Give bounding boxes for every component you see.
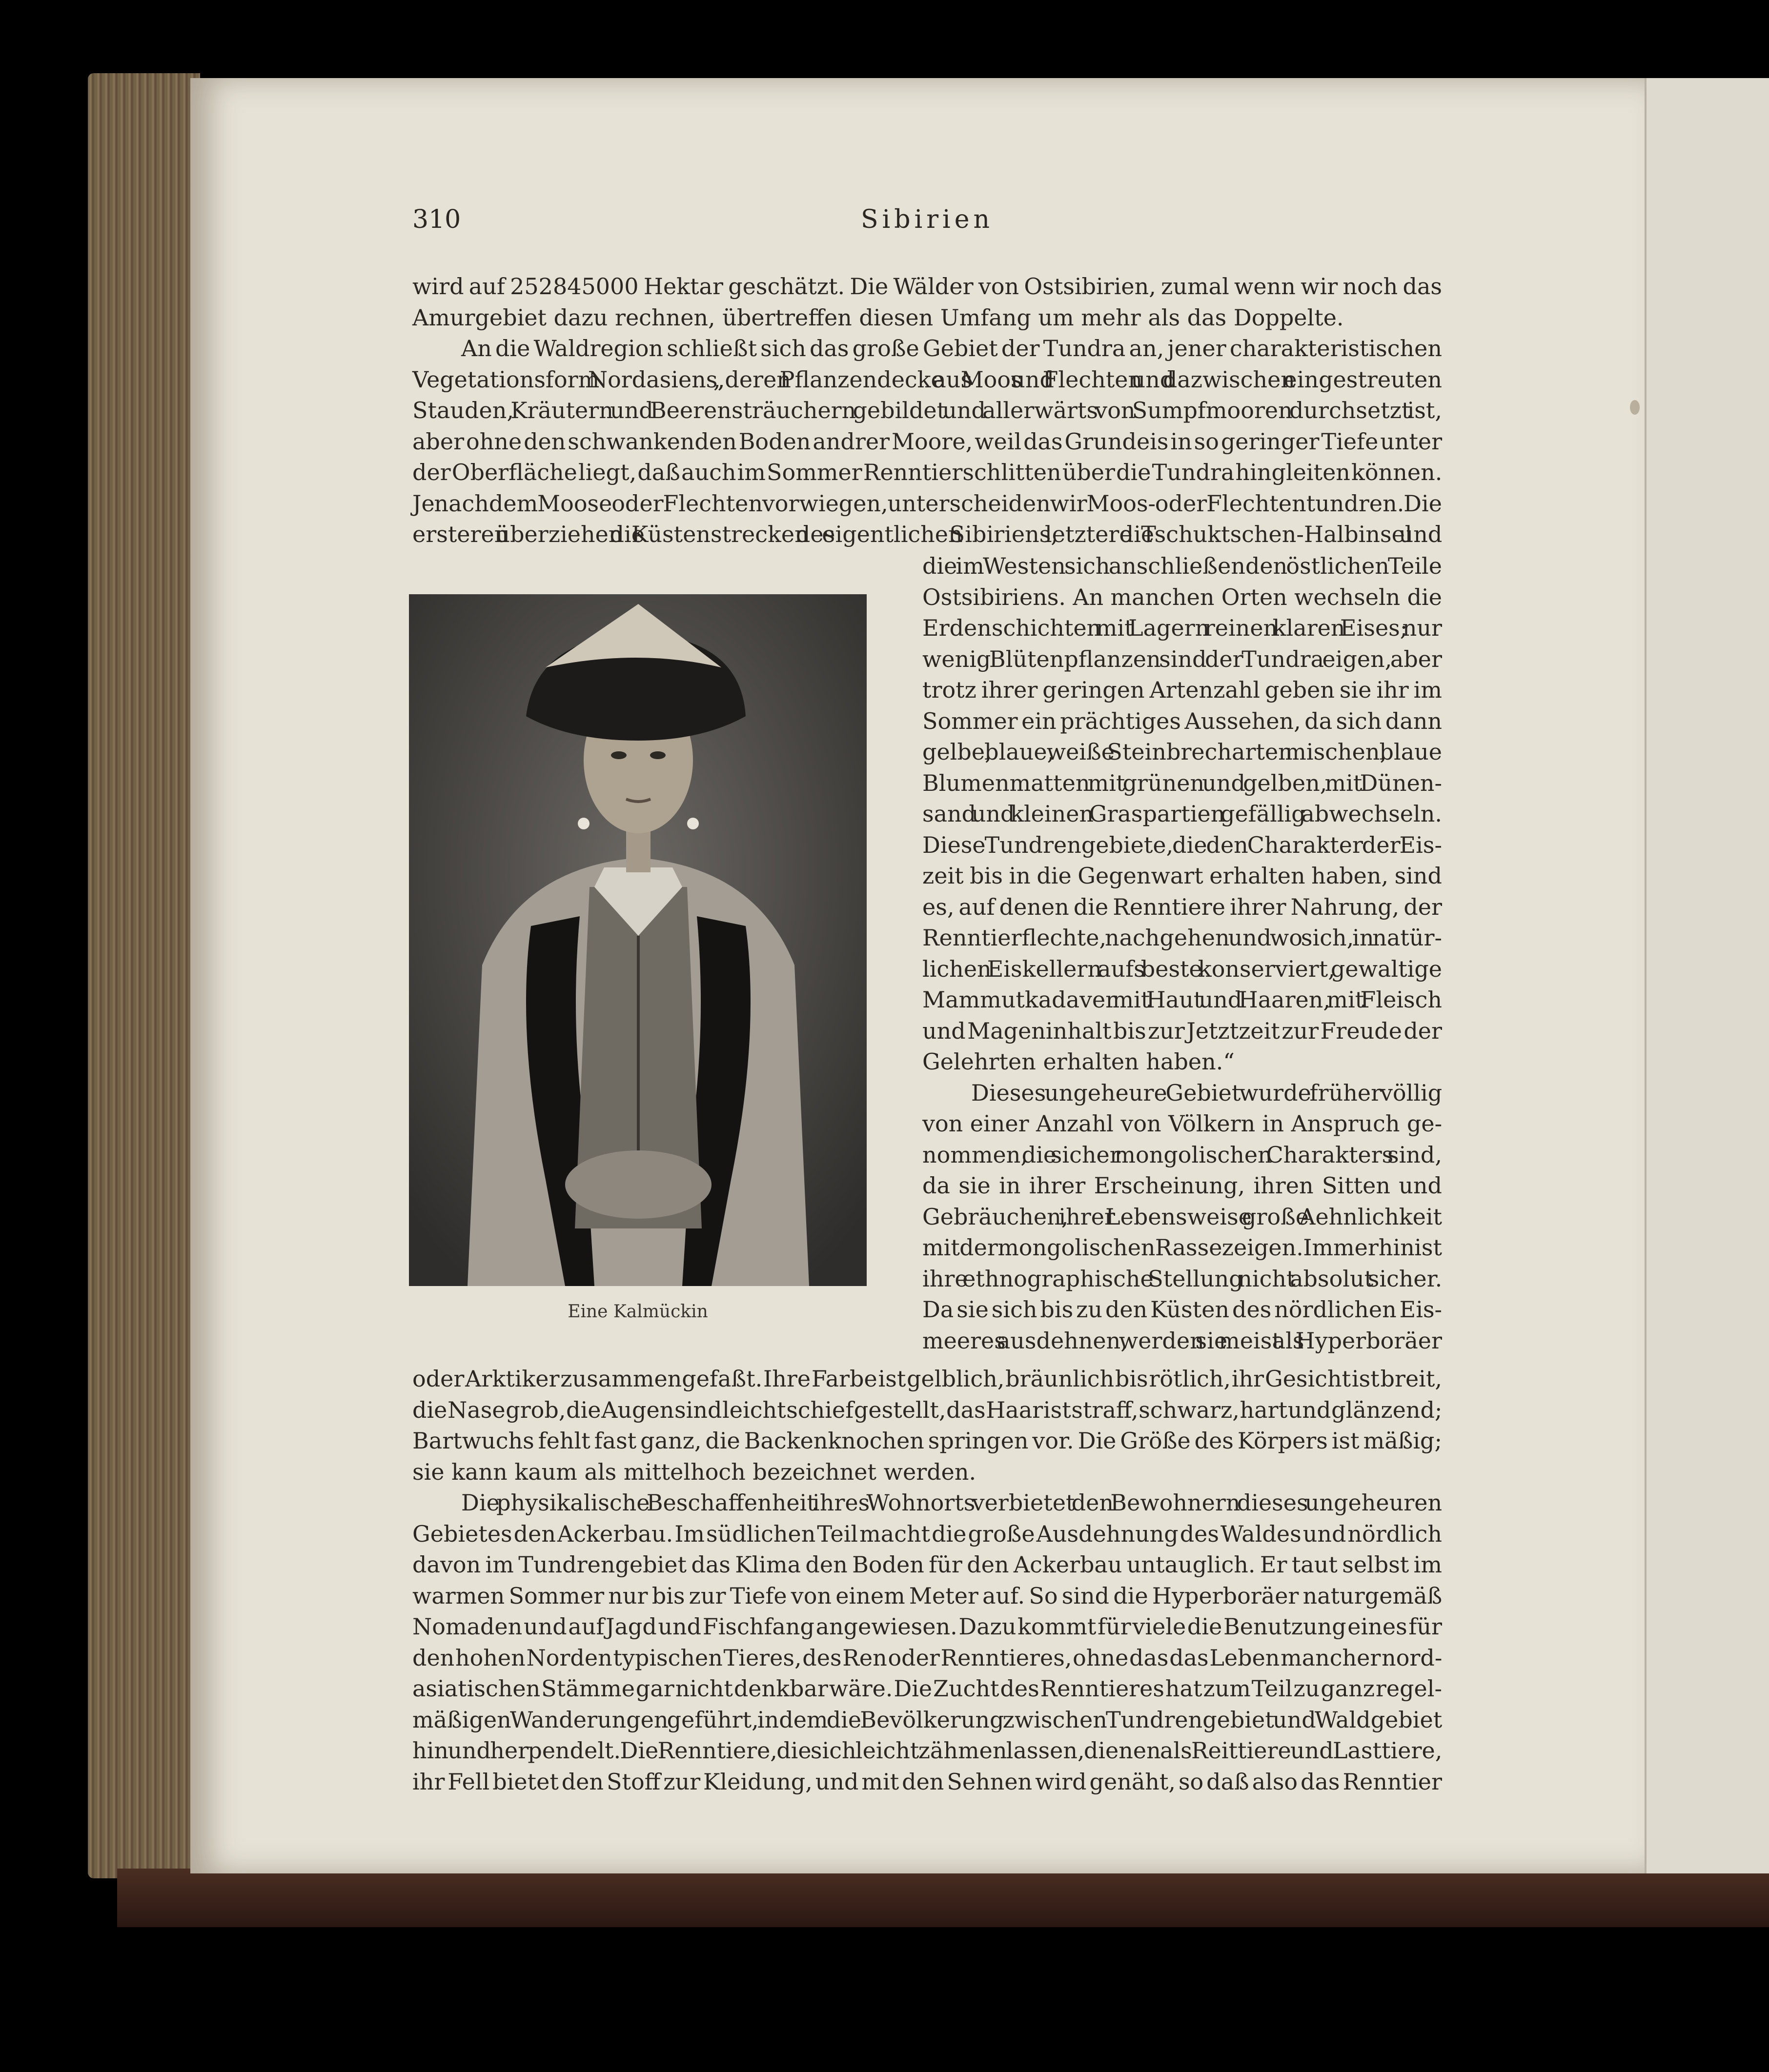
text-line: sie kann kaum als mittelhoch bezeichnet werden. (412, 1458, 976, 1485)
text-line: ihre ethnographische Stellung nicht absolut sicher. (922, 1265, 1443, 1292)
page-title: Sibirien (861, 205, 994, 234)
text-line: der Oberfläche liegt, daß auch im Sommer Renntierschlitten über die Tundra hingleiten können. (412, 459, 1443, 485)
text-line: warmen Sommer nur bis zur Tiefe von einem Meter auf. So sind die Hyperboräer naturgemäß (412, 1582, 1443, 1609)
text-line: mit der mongolischen Rasse zeigen. Immerhin ist (922, 1234, 1442, 1261)
text-line: Ostsibiriens. An manchen Orten wechseln die (922, 583, 1442, 610)
text-line: die Nase grob, die Augen sind leicht schief gestellt, das Haar ist straff, schwarz, hart und glänzend; (412, 1396, 1443, 1423)
text-line: ihr Fell bietet den Stoff zur Kleidung, und mit den Sehnen wird genäht, so daß also das Renntier (412, 1768, 1442, 1795)
text-line: Vegetationsform Nordasiens, „deren Pflanzendecke aus Moos und Flechten und dazwischen eingestreuten (412, 366, 1442, 393)
text-block-top (412, 271, 1442, 550)
facing-page-edge (1645, 78, 1769, 1873)
text-line: ersteren überziehen die Küstenstrecken des eigentlichen Sibiriens, letztere die Tschuktschen-Halbinsel und (412, 521, 1443, 547)
text-line: meeres ausdehnen, werden sie meist als Hyperboräer (922, 1327, 1442, 1354)
text-line: zeit bis in die Gegenwart erhalten haben, sind (922, 863, 1442, 889)
text-line: Gebräuchen, ihrer Lebensweise große Aehnlichkeit (922, 1203, 1443, 1230)
text-line: lichen Eiskellern aufs beste konserviert, gewaltige (922, 955, 1442, 982)
text-line: nommen, die sicher mongolischen Charakters sind, (922, 1141, 1442, 1168)
text-line: gelbe, blaue, weiße Steinbrecharten mischen, blaue (922, 739, 1442, 765)
text-line: oder Arktiker zusammengefaßt. Ihre Farbe ist gelblich, bräunlich bis rötlich, ihr Gesicht ist breit, (412, 1366, 1442, 1392)
text-line: aber ohne den schwankenden Boden andrer Moore, weil das Grundeis in so geringer Tiefe unter (412, 428, 1443, 455)
text-line: Je nachdem Moose oder Flechten vorwiegen, unterscheiden wir Moos- oder Flechtentundren. Die (412, 490, 1442, 517)
portrait-illustration (409, 594, 867, 1286)
text-line: davon im Tundrengebiet das Klima den Boden für den Ackerbau untauglich. Er taut selbst im (412, 1551, 1442, 1578)
text-line: hin und her pendelt. Die Renntiere, die sich leicht zähmen lassen, dienen als Reittiere und Lasttiere, (412, 1737, 1443, 1764)
text-line: Amurgebiet dazu rechnen, übertreffen diesen Umfang um mehr als das Doppelte. (412, 304, 1344, 331)
book-page-stack (88, 73, 200, 1878)
text-line: Renntierflechte, nachgehen und wo sich, in natür- (922, 925, 1442, 951)
text-line: wenig Blütenpflanzen sind der Tundra eigen, aber (922, 645, 1442, 672)
text-line: und Mageninhalt bis zur Jetztzeit zur Freude der (922, 1017, 1442, 1044)
text-line: Gebietes den Ackerbau. Im südlichen Teil macht die große Ausdehnung des Waldes und nördlich (412, 1520, 1442, 1547)
text-line: Nomaden und auf Jagd und Fischfang angewiesen. Dazu kommt für viele die Benutzung eines für (412, 1613, 1442, 1640)
text-line: Mammutkadaver mit Haut und Haaren, mit Fleisch (922, 986, 1442, 1013)
text-line: mäßigen Wanderungen geführt, indem die Bevölkerung zwischen Tundrengebiet und Waldgebiet (412, 1706, 1443, 1733)
page-stain (1630, 400, 1640, 415)
text-line: asiatischen Stämme gar nicht denkbar wäre. Die Zucht des Renntieres hat zum Teil zu ganz regel- (412, 1675, 1442, 1702)
text-line: Dieses ungeheure Gebiet wurde früher völlig (971, 1079, 1443, 1106)
text-line: An die Waldregion schließt sich das große Gebiet der Tundra an, jener charakteristischen (461, 335, 1442, 362)
text-line: Blumenmatten mit grünen und gelben, mit Dünen- (922, 769, 1442, 796)
running-head (412, 205, 1442, 239)
photo-caption: Eine Kalmückin (568, 1302, 708, 1322)
page-number: 310 (412, 205, 461, 234)
text-line: Die physikalische Beschaffenheit ihres Wohnorts verbietet den Bewohnern dieses ungeheuren (461, 1489, 1443, 1516)
text-line: sand und kleinen Graspartien gefällig abwechseln. (922, 801, 1442, 827)
text-line: wird auf 252845000 Hektar geschätzt. Die Wälder von Ostsibirien, zumal wenn wir noch das (412, 273, 1442, 300)
text-line: die im Westen sich anschließenden östlichen Teile (922, 553, 1442, 579)
text-line: Sommer ein prächtiges Aussehen, da sich dann (922, 707, 1442, 734)
text-line: von einer Anzahl von Völkern in Anspruch ge- (922, 1110, 1443, 1137)
text-line: Da sie sich bis zu den Küsten des nördlichen Eis- (922, 1296, 1443, 1323)
portrait-photo (409, 594, 867, 1286)
text-line: da sie in ihrer Erscheinung, ihren Sitten und (922, 1172, 1442, 1199)
text-line: es, auf denen die Renntiere ihrer Nahrung, der (922, 893, 1442, 920)
text-line: Bartwuchs fehlt fast ganz, die Backenknochen springen vor. Die Größe des Körpers ist mäßig; (412, 1428, 1443, 1454)
text-line: Gelehrten erhalten haben.“ (922, 1048, 1235, 1075)
text-block-side (922, 551, 1442, 1356)
text-line: den hohen Norden typischen Tieres, des Ren oder Renntieres, ohne das das Leben mancher nord- (412, 1644, 1443, 1671)
text-line: Erdenschichten mit Lagern reinen klaren Eises; nur (922, 615, 1442, 641)
book-cover-edge (117, 1869, 1769, 1927)
text-line: Diese Tundrengebiete, die den Charakter der Eis- (922, 831, 1442, 858)
text-line: Stauden, Kräutern und Beerensträuchern gebildet und allerwärts von Sumpfmooren durchsetzt ist, (412, 397, 1442, 423)
text-block-bottom (412, 1364, 1442, 1797)
text-line: trotz ihrer geringen Artenzahl geben sie ihr im (922, 677, 1442, 703)
